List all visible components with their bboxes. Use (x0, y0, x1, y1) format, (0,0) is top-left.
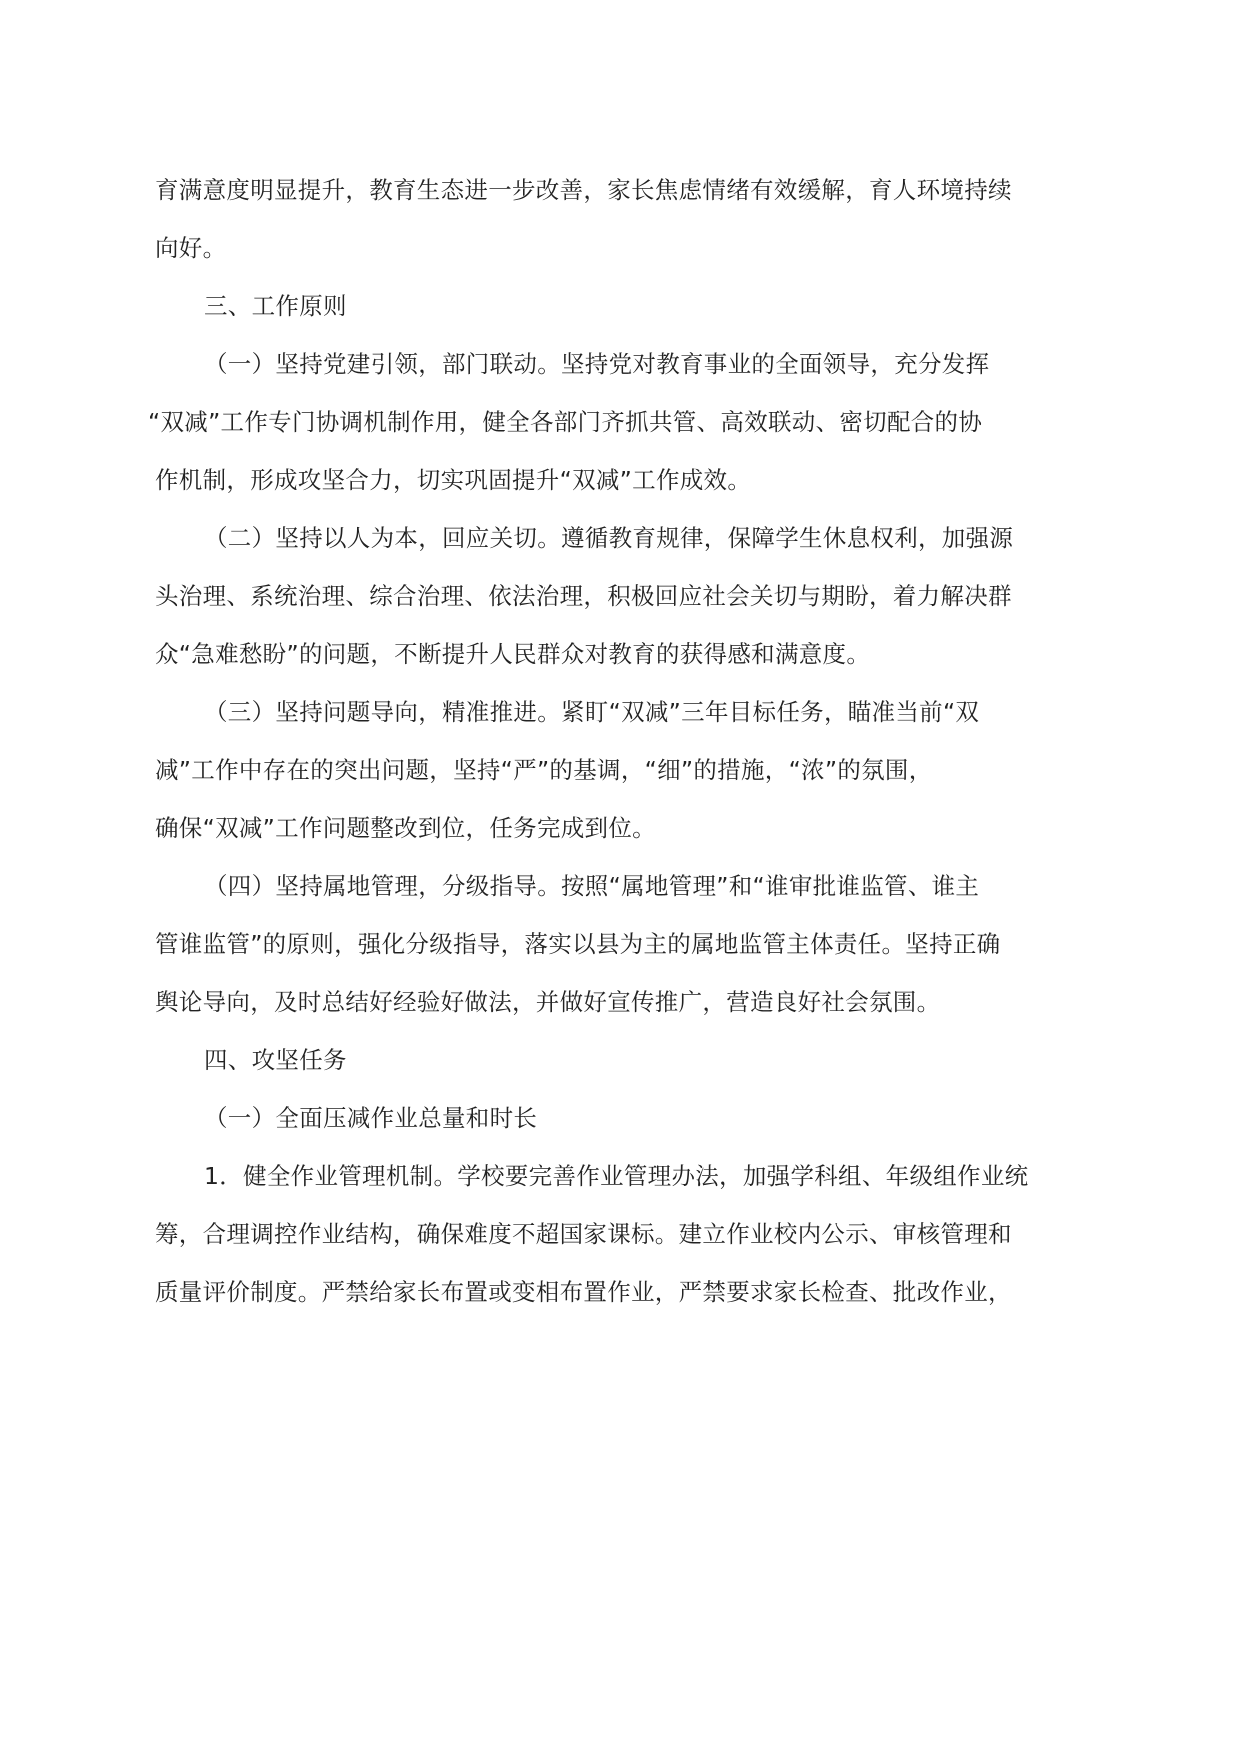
text-line: （一）坚持党建引领，部门联动。坚持党对教育事业的全面领导，充分发挥 (204, 350, 990, 378)
text-line: “双减”工作专门协调机制作用，健全各部门齐抓共管、高效联动、密切配合的协 (148, 408, 983, 436)
text-line: 育满意度明显提升，教育生态进一步改善，家长焦虑情绪有效缓解，育人环境持续 (155, 176, 1012, 204)
text-line: 确保“双减”工作问题整改到位，任务完成到位。 (155, 814, 656, 842)
text-line: （三）坚持问题导向，精准推进。紧盯“双减”三年目标任务，瞄准当前“双 (204, 698, 980, 726)
text-line: 作机制，形成攻坚合力，切实巩固提升“双减”工作成效。 (155, 466, 752, 494)
text-line: 筹，合理调控作业结构，确保难度不超国家课标。建立作业校内公示、审核管理和 (155, 1220, 1012, 1248)
text-line: （二）坚持以人为本，回应关切。遵循教育规律，保障学生休息权利，加强源 (204, 524, 1014, 552)
text-line: （四）坚持属地管理，分级指导。按照“属地管理”和“谁审批谁监管、谁主 (204, 872, 980, 900)
section-heading: 四、攻坚任务 (204, 1046, 347, 1074)
text-line: 质量评价制度。严禁给家长布置或变相布置作业，严禁要求家长检查、批改作业， (155, 1278, 1012, 1306)
section-heading: 三、工作原则 (204, 292, 347, 320)
text-line: 向好。 (155, 234, 227, 262)
text-line: 1．健全作业管理机制。学校要完善作业管理办法，加强学科组、年级组作业统 (204, 1162, 1029, 1190)
text-line: 减”工作中存在的突出问题，坚持“严”的基调，“细”的措施，“浓”的氛围， (155, 756, 933, 784)
subsection-heading: （一）全面压减作业总量和时长 (204, 1104, 538, 1132)
text-line: 众“急难愁盼”的问题，不断提升人民群众对教育的获得感和满意度。 (155, 640, 871, 668)
text-line: 管谁监管”的原则，强化分级指导，落实以县为主的属地监管主体责任。坚持正确 (155, 930, 1001, 958)
text-line: 舆论导向，及时总结好经验好做法，并做好宣传推广，营造良好社会氛围。 (155, 988, 941, 1016)
text-line: 头治理、系统治理、综合治理、依法治理，积极回应社会关切与期盼，着力解决群 (155, 582, 1012, 610)
